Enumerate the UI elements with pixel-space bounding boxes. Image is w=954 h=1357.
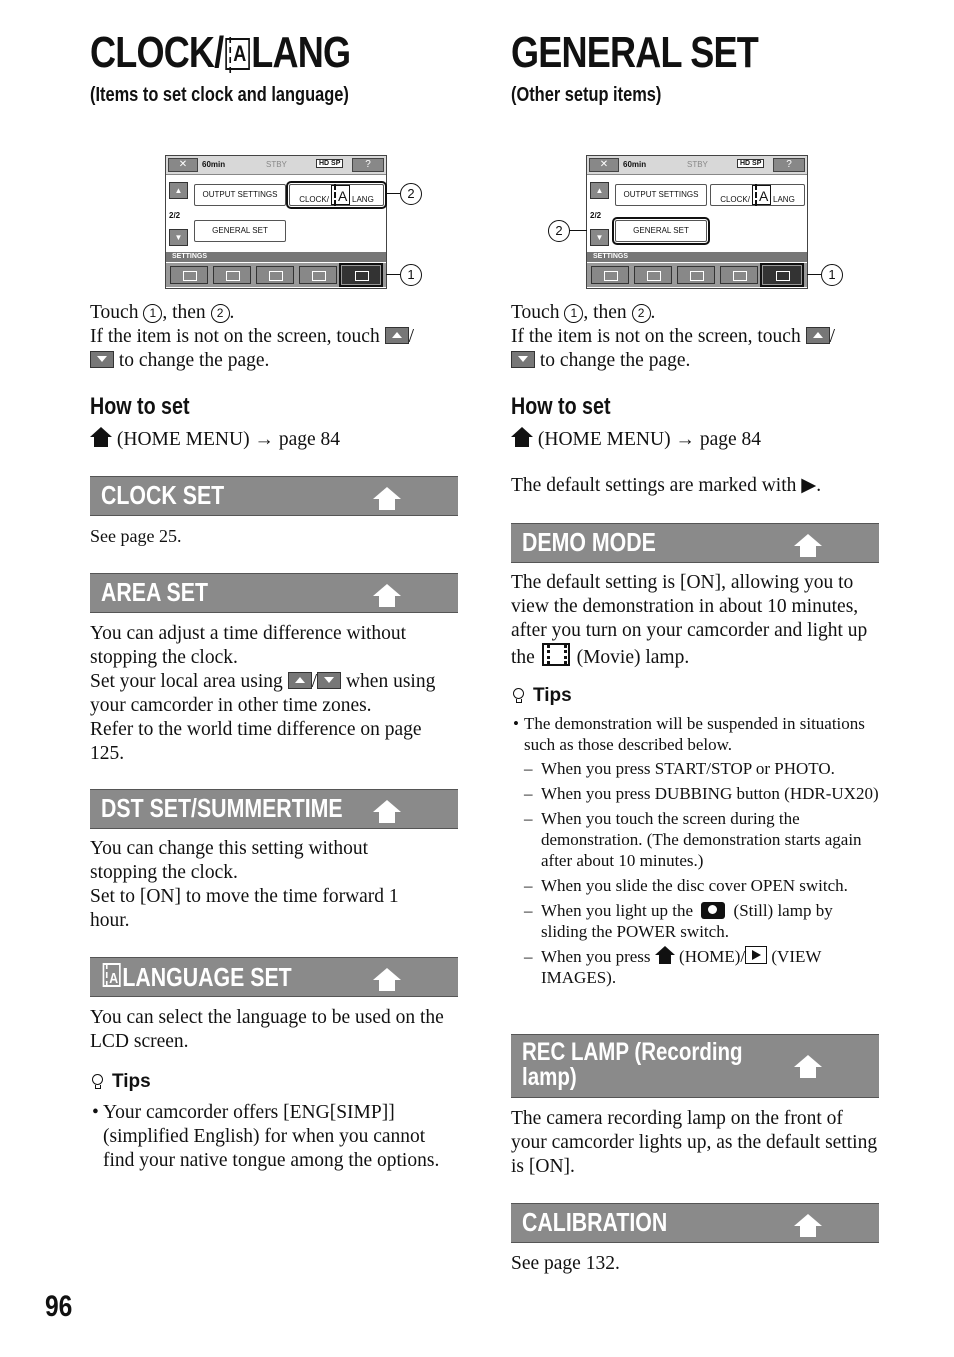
area-set-label: AREA SET	[101, 577, 209, 607]
page-down-arrow-icon: ▼	[169, 229, 188, 246]
tab-dubbing-icon	[720, 266, 758, 284]
page-indicator: 2/2	[590, 211, 602, 220]
language-icon	[103, 963, 121, 987]
page-line-a: If the item is not on the screen, touch	[511, 326, 806, 347]
down-arrow-icon	[317, 672, 341, 689]
home-menu-text: (HOME MENU) → page 84	[533, 429, 762, 450]
tip-item: • Your camcorder offers [ENG[SIMP]] (simplified English) for when you cannot find your native tongue among the options.	[92, 1102, 440, 1171]
language-icon	[331, 185, 350, 205]
inline-callout-1: 1	[143, 304, 162, 323]
touch-post: .	[650, 302, 656, 323]
demo-mode-text	[511, 571, 879, 670]
lcd-screen-illustration	[586, 155, 808, 289]
hd-quality-badge: HD SP	[737, 159, 764, 168]
home-icon	[794, 1214, 822, 1238]
page-number: 96	[45, 1290, 73, 1323]
page-line-c: to change the page.	[114, 350, 270, 371]
area-set-p2a: Set your local area using	[90, 671, 288, 692]
language-set-label-text: LANGUAGE SET	[122, 962, 292, 992]
home-icon	[655, 946, 675, 964]
area-set-header	[90, 573, 458, 613]
demo-mode-label: DEMO MODE	[522, 527, 656, 557]
tab-playback-icon	[213, 266, 251, 284]
up-arrow-icon	[806, 327, 830, 344]
inline-callout-2: 2	[211, 304, 230, 323]
tips-heading	[90, 1071, 151, 1093]
down-arrow-icon	[90, 351, 114, 368]
down-arrow-icon	[511, 351, 535, 368]
tip-still-b: (Still) lamp by sliding the POWER switch.	[541, 901, 833, 941]
calibration-label: CALIBRATION	[522, 1207, 668, 1237]
clock-set-text: See page 25.	[90, 526, 182, 546]
page-down-arrow-icon: ▼	[590, 229, 609, 246]
inline-callout-1: 1	[564, 304, 583, 323]
tab-playback-icon	[634, 266, 672, 284]
home-menu-reference	[90, 427, 458, 452]
dst-set-p2: Set to [ON] to move the time forward 1 hour.	[90, 886, 399, 931]
clock-lang-button	[289, 184, 384, 206]
language-set-text: You can select the language to be used on the LCD screen.	[90, 1007, 444, 1052]
output-settings-button: OUTPUT SETTINGS	[194, 184, 286, 206]
language-icon	[225, 38, 250, 70]
general-set-button: GENERAL SET	[194, 220, 286, 242]
btn-clock-post: LANG	[352, 195, 374, 204]
close-icon: ✕	[168, 158, 198, 172]
home-icon	[373, 487, 401, 511]
tip-item: – When you press START/STOP or PHOTO.	[524, 759, 835, 778]
area-set-p1: You can adjust a time difference without stopping the clock.	[90, 623, 407, 668]
clock-set-header	[90, 476, 458, 516]
touch-instructions	[90, 301, 458, 373]
touch-mid: , then	[162, 302, 211, 323]
general-set-subtitle: (Other setup items)	[511, 84, 662, 106]
home-icon	[511, 427, 533, 447]
language-set-label	[101, 963, 292, 990]
touch-pre: Touch	[511, 302, 565, 323]
movie-icon	[542, 643, 570, 666]
title-text-pre: CLOCK/	[90, 28, 224, 77]
tip-home-c: (VIEW IMAGES).	[541, 947, 822, 987]
close-icon: ✕	[589, 158, 619, 172]
area-set-p2c: when using your camcorder in other time zones.	[90, 671, 436, 716]
settings-label: SETTINGS	[587, 252, 807, 262]
area-set-p3: Refer to the world time difference on page 125.	[90, 719, 422, 764]
title-text-post: LANG	[251, 28, 351, 77]
tip-home-b: (HOME)/	[674, 947, 746, 966]
still-camera-icon	[701, 902, 725, 919]
tip-item: – When you touch the screen during the demonstration. (The demonstration starts again after about 10 minutes.)	[524, 809, 862, 870]
settings-label: SETTINGS	[166, 252, 386, 262]
touch-instructions	[511, 301, 879, 373]
page-up-arrow-icon: ▲	[590, 182, 609, 199]
home-icon	[794, 534, 822, 558]
touch-pre: Touch	[90, 302, 144, 323]
language-icon-letter: A	[109, 970, 119, 987]
home-icon	[373, 584, 401, 608]
tab-movie-icon	[591, 266, 629, 284]
callout-1: 1	[400, 264, 422, 286]
area-set-p2	[90, 670, 458, 718]
touch-mid: , then	[583, 302, 632, 323]
btn-clock-pre: CLOCK/	[720, 195, 750, 204]
tip-item-text: When you press START/STOP or PHOTO.	[541, 759, 835, 778]
callout-leader-1	[807, 274, 821, 275]
tab-list-icon	[677, 266, 715, 284]
callout-leader-2	[569, 230, 587, 231]
lightbulb-icon	[511, 685, 525, 703]
rec-lamp-text: The camera recording lamp on the front of your camcorder lights up, as the default setting is [ON].	[511, 1108, 878, 1177]
tip-home-a: When you press	[541, 947, 655, 966]
lcd-screen-illustration	[165, 155, 387, 289]
tip-item-text: When you slide the disc cover OPEN switch.	[541, 876, 848, 895]
up-arrow-icon	[385, 327, 409, 344]
help-icon: ?	[773, 158, 805, 172]
demo-mode-p1b: (Movie) lamp.	[571, 647, 690, 668]
dst-set-text	[90, 837, 420, 933]
btn-clock-post: LANG	[773, 195, 795, 204]
dst-set-p1: You can change this setting without stopping the clock.	[90, 838, 369, 883]
page-line-b: /	[408, 326, 415, 347]
calibration-text: See page 132.	[511, 1253, 620, 1274]
language-set-header	[90, 957, 458, 997]
tip-item: – When you light up the (Still) lamp by sliding the POWER switch.	[524, 901, 833, 941]
clock-lang-subtitle: (Items to set clock and language)	[90, 84, 349, 106]
tip-intro-text: The demonstration will be suspended in situations such as those described below.	[524, 714, 865, 754]
page-up-arrow-icon: ▲	[169, 182, 188, 199]
dst-set-label: DST SET/SUMMERTIME	[101, 793, 343, 823]
battery-indicator: 60min	[623, 160, 647, 169]
screen-status-bar	[166, 156, 386, 175]
callout-1: 1	[821, 264, 843, 286]
general-set-button: GENERAL SET	[615, 220, 707, 242]
how-to-set-heading: How to set	[90, 393, 190, 420]
tips-list	[511, 713, 879, 988]
lightbulb-icon	[90, 1071, 104, 1089]
callout-leader-2	[386, 193, 400, 194]
tip-intro: • The demonstration will be suspended in situations such as those described below.	[513, 714, 865, 754]
tab-dubbing-icon	[299, 266, 337, 284]
tip-still-a: When you light up the	[541, 901, 698, 920]
screen-status-bar	[587, 156, 807, 175]
tip-item: – When you press (HOME)/ (VIEW IMAGES).	[524, 947, 822, 987]
tip-item-text: When you press DUBBING button (HDR-UX20)	[541, 784, 879, 803]
output-settings-button: OUTPUT SETTINGS	[615, 184, 707, 206]
home-icon	[373, 968, 401, 992]
callout-2: 2	[548, 220, 570, 242]
tip-item-text: Your camcorder offers [ENG[SIMP]] (simplified English) for when you cannot find your native tongue among the options.	[103, 1102, 440, 1171]
home-icon	[794, 1055, 822, 1079]
touch-post: .	[229, 302, 235, 323]
home-menu-text: (HOME MENU) → page 84	[112, 429, 341, 450]
menu-tab-bar	[166, 263, 386, 287]
calibration-header	[511, 1203, 879, 1243]
how-to-set-heading: How to set	[511, 393, 611, 420]
tips-label: Tips	[112, 1071, 151, 1092]
default-settings-note: The default settings are marked with ▶.	[511, 475, 822, 496]
clock-lang-button	[710, 184, 805, 206]
clock-set-label: CLOCK SET	[101, 480, 225, 510]
up-arrow-icon	[288, 672, 312, 689]
page-line-b: /	[829, 326, 836, 347]
tip-item: – When you press DUBBING button (HDR-UX20)	[524, 784, 879, 803]
area-set-text	[90, 622, 458, 766]
page-line-c: to change the page.	[535, 350, 691, 371]
tab-settings-icon	[342, 266, 380, 284]
view-images-icon	[745, 946, 767, 964]
demo-mode-p1a: The default setting is [ON], allowing you to view the demonstration in about 10 minutes, after you turn on your camcorder and light up the	[511, 572, 868, 668]
rec-lamp-header	[511, 1034, 879, 1098]
btn-clock-letter: A	[338, 188, 348, 204]
page-indicator: 2/2	[169, 211, 181, 220]
tab-movie-icon	[170, 266, 208, 284]
inline-callout-2: 2	[632, 304, 651, 323]
tips-heading	[511, 685, 572, 707]
menu-tab-bar	[587, 263, 807, 287]
btn-clock-pre: CLOCK/	[299, 195, 329, 204]
standby-indicator: STBY	[687, 160, 708, 169]
btn-clock-letter: A	[759, 188, 769, 204]
battery-indicator: 60min	[202, 160, 226, 169]
rec-lamp-label: REC LAMP (Recording lamp)	[522, 1038, 743, 1091]
callout-2: 2	[400, 183, 422, 205]
page-line-a: If the item is not on the screen, touch	[90, 326, 385, 347]
tab-settings-icon	[763, 266, 801, 284]
hd-quality-badge: HD SP	[316, 159, 343, 168]
standby-indicator: STBY	[266, 160, 287, 169]
language-icon-letter: A	[233, 41, 246, 66]
clock-lang-title	[90, 28, 350, 78]
home-icon	[90, 427, 112, 447]
tab-list-icon	[256, 266, 294, 284]
home-menu-reference	[511, 427, 879, 452]
language-icon	[752, 185, 771, 205]
demo-mode-header	[511, 523, 879, 563]
help-icon: ?	[352, 158, 384, 172]
home-icon	[373, 800, 401, 824]
tip-item-text: When you touch the screen during the demonstration. (The demonstration starts again after about 10 minutes.)	[541, 809, 862, 870]
tips-label: Tips	[533, 685, 572, 706]
tip-item: – When you slide the disc cover OPEN switch.	[524, 876, 848, 895]
tips-list	[90, 1101, 458, 1173]
area-set-p2b: /	[311, 671, 318, 692]
callout-leader-1	[386, 274, 400, 275]
general-set-title: GENERAL SET	[511, 28, 758, 77]
dst-set-header	[90, 789, 458, 829]
